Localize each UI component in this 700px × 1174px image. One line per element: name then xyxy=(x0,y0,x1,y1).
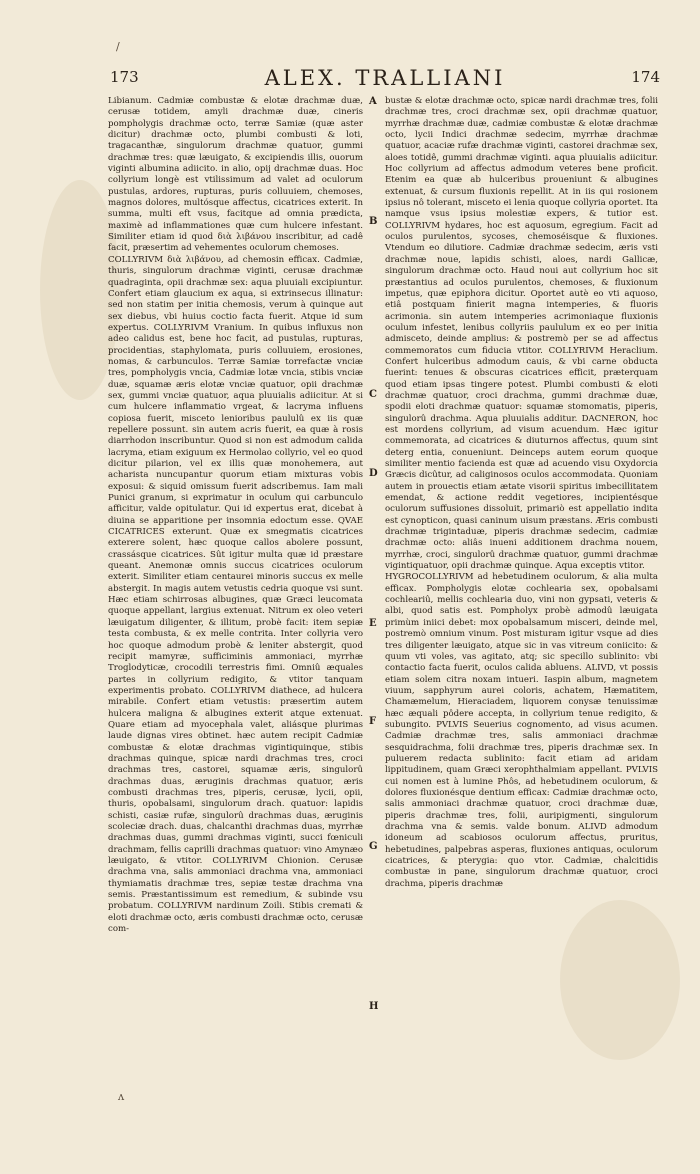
margin-letter-b: B xyxy=(369,216,378,227)
paper-stain xyxy=(560,900,680,1060)
margin-letter-a: A xyxy=(369,96,377,107)
margin-letter-c: C xyxy=(369,389,377,400)
right-column-text: bustæ & elotæ drachmæ octo, spicæ nardi drachmæ tres, folii drachmæ tres, croci drachmæ sex, opii drachmæ quatuor, myrrhæ drachmæ duæ, cadmiæ combustæ & elotæ drachmæ octo, lycii Indici drachmæ sedecim, myrrhæ drachmæ quatuor, acaciæ rufæ drachmæ viginti, castorei drachmæ sex, aloes totidê, gummi drachmæ viginti. aqua pluuialis adiicitur. Hoc collyrium ad affectus admodum veteres bene proficit. Etenim ea quæ ab hulceribus proueniunt & albugines extenuat, & cursum fluxionis repellit. At in iis qui rosionem ipsius nô tolerant, misceto ei lenia quoque collyria oportet. Ita namque vsus ipsius molestiæ expers, & tutior est. COLLYRIVM hydares, hoc est aquosum, egregium. Facit ad oculos purulentos, sycoses, chemoséisque & fluxiones. Vtendum eo dilutiore. Cadmiæ drachmæ sedecim, æris vsti drachmæ noue, lapidis schisti, aloes, nardi Gallicæ, singulorum drachmæ octo. Haud noui aut collyrium hoc sit præstantius ad oculos purulentos, chemoses, & fluxionum impetus, quæ epiphora dicitur. Oportet autè eo vti aquoso, etiâ postquam finierit magna intemperies, & fluoris acrimonia. sin autem intemperies acrimoniaque fluxionis oculum infestet, lenibus collyriis paululum ex eo per initia admisceto, deinde amplius: & postremò per se ad affectus commemoratos cum fiducia vtitor. COLLYRIVM Heraclium. Confert hulceribus admodum cauis, & vbi carne obducta fuerint: tenues & obscuras cicatrices efficit, præterquam quod etiam ipsas tingere potest. Plumbi combusti & eloti drachmæ quatuor, croci drachma, gummi drachmæ duæ, spodii eloti drachmæ quatuor: squamæ stomomatis, piperis, singulorû drachma. Aqua pluuialis additur. DACNERON, hoc est mordens collyrium, ad visum acuendum. Hæc igitur commemorata, ad cicatrices & diuturnos affectus, quum sint deterg entia, conueniunt. Deinceps autem eorum quoque similiter mentio facienda est quæ ad acuendo visu Oxydorcia Græcis dicûtur, ad caliginosos oculos accommodata. Quoniam autem in prouectis etiam ætate visorii spiritus imbecillitatem emendat, & actione reddit vegetiores, incipientésque oculorum suffusiones dissoluit, primariò est appellatio indita est cynopticon, quasi caninum uisum præstans. Æris combusti drachmæ trigintaduæ, piperis drachmæ sedecim, cadmiæ drachmæ octo: aliâs inueni additionem drachma nouem, myrrhæ, croci, singulorû drachmæ quatuor, gummi drachmæ vigintiquatuor, opii drachmæ quinque. Aqua exceptis vtitor. xyxy=(385,96,658,572)
margin-letter-d: D xyxy=(369,468,378,479)
margin-letter-h: H xyxy=(369,1001,379,1012)
margin-letter-e: E xyxy=(369,618,377,629)
left-column xyxy=(108,96,363,935)
running-title: ALEX. TRALLIANI xyxy=(264,66,506,90)
pen-mark: ʌ xyxy=(118,1090,125,1103)
right-column-text: HYGROCOLLYRIVM ad hebetudinem oculorum, & alia multa efficax. Pompholygis elotæ cochlearia sex, opobalsami cochleariû, mellis cochlearia duo, vini non gypsati, veteris & albi, quod satis est. Pompholyx probè admodû læuigata primùm iniici debet: mox opobalsamum misceri, deinde mel, postremò omnium vinum. Post misturam igitur vsque ad dies tres diligenter læuigato, atque sic in vas vitreum coniicito: & quum vti voles, vas agitato, atq; sic specillo sublinito: vbi contactio facta fuerit, oculos calida abluens. ALIVD, vt possis etiam solem citra noxam intueri. Iaspin album, magnetem viuum, sapphyrum aurei coloris, achatem, Hæmatitem, Chamæmelum, Hieraciadem, liquorem conysæ tenuissimæ hæc æquali pôdere accepta, in collyrium tenue redigito, & subungito. PVLVIS Seuerius cognomento, ad visus acumen. Cadmiæ drachmæ tres, salis ammoniaci drachmæ sesquidrachma, folii drachmæ tres, piperis drachmæ sex. In puluerem redacta sublinito: facit etiam ad aridam lippitudinem, quam Græci xerophthalmiam appellant. PVLVIS cui nomen est à lumine Phôs, ad hebetudinem oculorum, & dolores fluxionésque dentium efficax: Cadmiæ drachmæ octo, salis ammoniaci drachmæ quatuor, croci drachmæ duæ, piperis drachmæ tres, folii, auripigmenti, singulorum drachma vna & semis. valde bonum. ALIVD admodum idoneum ad scabiosos oculorum affectus, pruritus, hebetudines, palpebras asperas, fluxiones antiquas, oculorum cicatrices, & pterygia: quo vtor. Cadmiæ, chalcitidis combustæ in pane, singulorum drachmæ quatuor, croci drachma, piperis drachmæ xyxy=(385,572,658,889)
right-page-number: 174 xyxy=(631,68,660,86)
margin-section-letters xyxy=(366,96,384,1146)
margin-letter-f: F xyxy=(369,716,377,727)
left-column-text: COLLYRIVM διὰ λιβάνου, ad chemosin efficax. Cadmiæ, thuris, singulorum drachmæ viginti, cerusæ drachmæ quadraginta, opii drachmæ sex: aqua pluuiali excipiuntur. Confert etiam glaucium ex aqua, si extrinsecus illinatur: sed non statim per initia chemosis, verum à quinque aut sex diebus, vbi huius coctio facta fuerit. Atque id sum expertus. COLLYRIVM Vranium. In quibus influxus non adeo calidus est, bene hoc facit, ad pustulas, rupturas, procidentias, staphylomata, puris colluuiem, erosiones, nomas, & carbunculos. Terræ Samiæ torrefactæ vnciæ tres, pompholygis vncia, Cadmiæ lotæ vncia, stibis vnciæ duæ, squamæ æris elotæ vnciæ quatuor, opii drachmæ sex, gummi vnciæ quatuor, aqua pluuialis adiicitur. At si cum hulcere inflammatio vrgeat, & lacryma influens copiosa fuerit, misceto lenioribus paululû ex iis quæ repellere possunt. sin autem acris fuerit, ea quæ à rosis diarrhodon inscribuntur. Quod si non est admodum calida lacryma, etiam exiguum ex Hermolao collyrio, vel eo quod dicitur pilarion, vel ex illis quæ monohemera, aut acharista nuncupantur quorum etiam mixturas vobis exposui: & siquid omissum fuerit adscribemus. Iam mali Punici granum, si exprimatur in oculum qui carbunculo afficitur, valde opitulatur. Qui id expertus erat, dicebat à diuina se apparitione per insomnia edoctum esse. QVAE CICATRICES exterunt. Quæ ex smegmatis cicatrices exterere solent, hæc quoque callos abolere possunt, crassásque cicatrices. Sût igitur multa quæ id præstare queant. Anemonæ omnis succus cicatrices oculorum exterit. Similiter etiam centaurei minoris succus ex melle abstergit. In magis autem vetustis cedria quoque vsi sunt. Hæc etiam schirrosas albugines, quæ Græci leucomata quoque appellant, largius extenuat. Nitrum ex oleo veteri læuigatum diligenter, & illitum, probè facit: item sepiæ testa combusta, & ex melle contrita. Inter collyria vero hoc quoque admodum probè & leniter abstergit, quod recipit mamyræ, sufficiminis ammoniaci, myrrhæ Troglodyticæ, crocodili terrestris fimi. Omniû æquales partes in collyrium redigito, & vtitor tanquam experimentis probato. COLLYRIVM diathece, ad hulcera mirabile. Confert etiam vetustis: præsertim autem hulcera maligna & albugines exterit atque extenuat. Quare etiam ad myocephala valet, aliásque plurimas laude dignas vires obtinet. hæc autem recipit Cadmiæ combustæ & elotæ drachmas vigintiquinque, stibis drachmas quinque, spicæ nardi drachmas tres, croci drachmas tres, castorei, squamæ æris, singulorû drachmas duas, æruginis drachmas quatuor, æris combusti drachmas tres, piperis, cerusæ, lycii, opii, thuris, opobalsami, singulorum drach. quatuor: lapidis schisti, casiæ rufæ, singulorû drachmas duas, æruginis scoleciæ drach. duas, chalcanthi drachmas duas, myrrhæ drachmas duas, gummi drachmas viginti, succi fœniculi drachmam, fellis caprilli drachmas quatuor: vino Amynæo læuigato, & vtitor. COLLYRIVM Chionion. Cerusæ drachma vna, salis ammoniaci drachma vna, ammoniaci thymiamatis drachmæ tres, sepiæ testæ drachma vna semis. Præstantissimum est remedium, & subinde vsu probatum. COLLYRIVM nardinum Zoili. Stibis cremati & eloti drachmæ octo, æris combusti drachmæ octo, cerusæ com- xyxy=(108,254,363,935)
pen-mark: / xyxy=(116,40,120,53)
left-page-number: 173 xyxy=(110,68,139,86)
page-header xyxy=(110,66,660,92)
right-column xyxy=(385,96,658,890)
left-column-text: Libianum. Cadmiæ combustæ & elotæ drachmæ duæ, cerusæ totidem, amyli drachmæ duæ, cineris pompholygis drachmæ octo, terræ Samiæ (quæ aster dicitur) drachmæ octo, plumbi combusti & loti, tragacanthæ, singulorum drachmæ quatuor, gummi drachmæ tres: quæ læuigato, & excipiendis illis, ouorum viginti albumina adiicito. in alio, opij drachmæ duas. Hoc collyrium longè est vtilissimum ad valet ad oculorum pustulas, ardores, rupturas, puris colluuiem, chemoses, magnos dolores, multósque affectus, cicatrices exterit. In summa, multi eft vsus, facitque ad omnia prædicta, maximè ad inflammationes quæ cum hulcere infestant. Similiter etiam id quod διὰ λιβάνου inscribitur, ad cadê facit, præsertim ad vehementes oculorum chemoses. xyxy=(108,96,363,254)
margin-letter-g: G xyxy=(369,841,378,852)
